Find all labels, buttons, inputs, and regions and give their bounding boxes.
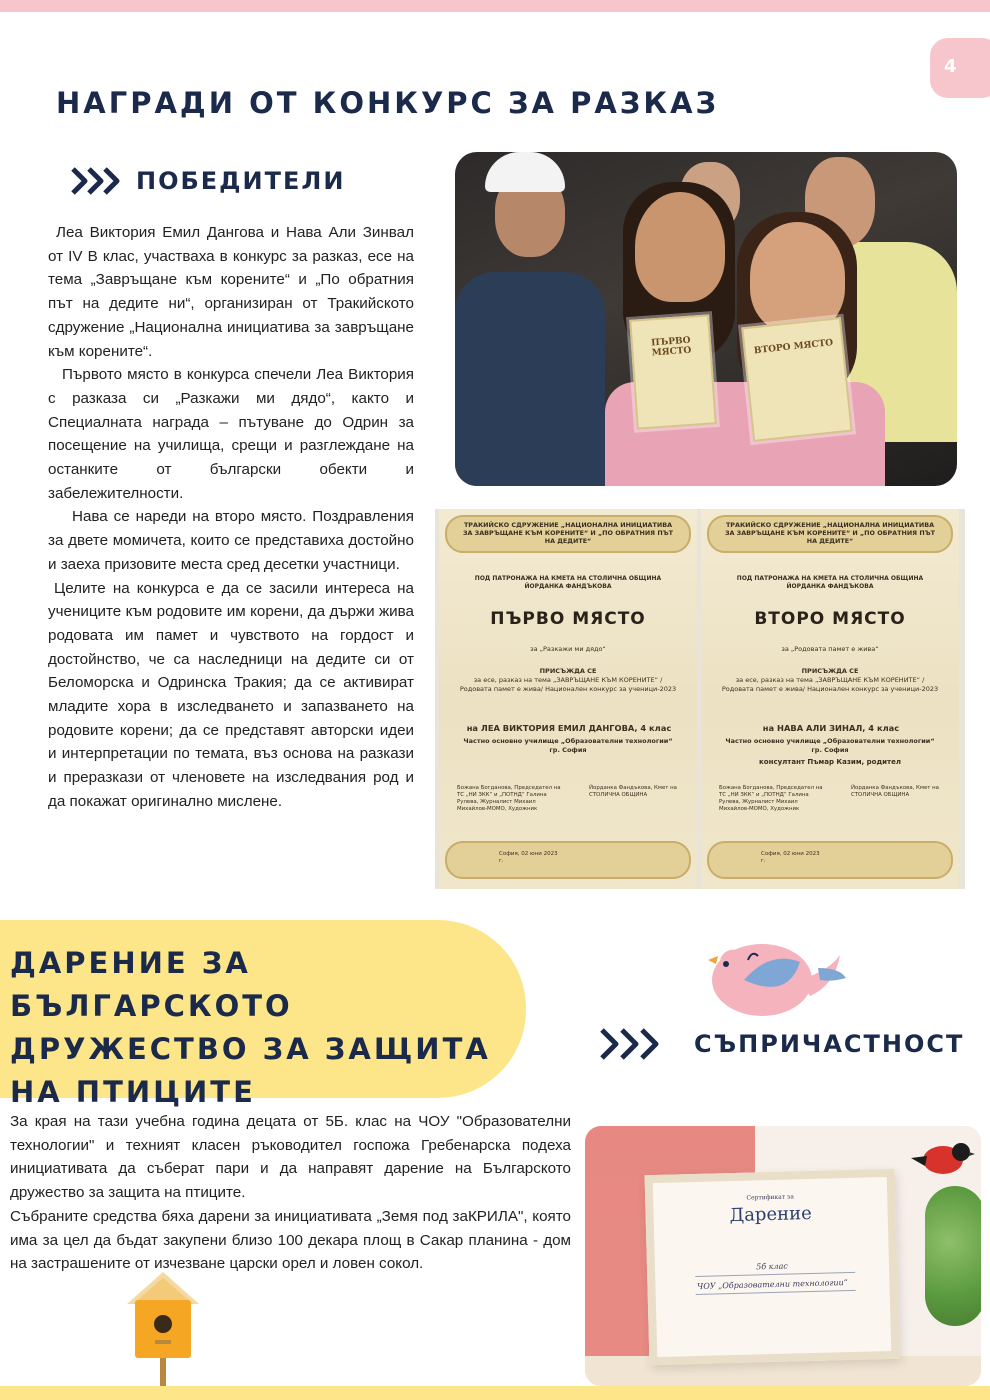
paragraph: Целите на конкурса е да се засили интереса на учениците към родовите им корени, да държи жива родовата им памет и чувството на гордост и достойнство, че са наследници на дедите си от Беломорска и Одринска Тракия; да се активират младите хора в изследването и запазването на родовите корени; да се представят авторски идеи и интерпретации по темата, въз основа на разкази и преразкази от членовете на изследвания род и да покажат оригинално мислене.	[48, 579, 414, 810]
page-number-badge	[930, 38, 990, 98]
scroll-decor	[445, 841, 691, 879]
paragraph: Първото място в конкурса спечели Леа Виктория с разказа си „Разкажи ми дядо“, както и Специалната награда – пътуване до Одрин за посещение на училища, срещи и разглеждане на останките от български обекти и забележителности.	[48, 366, 414, 502]
diploma-date: София, 02 юни 2023 г.	[761, 851, 820, 864]
section2-title: ДАРЕНИЕ ЗА БЪЛГАРСКОТО ДРУЖЕСТВО ЗА ЗАЩИТА НА ПТИЦИТЕ	[10, 946, 491, 1109]
diploma-place: ПЪРВО МЯСТО	[490, 609, 646, 629]
paragraph: Нава се нареди на второ място. Поздравления за двете момичета, които се представиха достойно и заеха призовите места сред десетки участници.	[48, 508, 414, 573]
scroll-decor	[707, 841, 953, 879]
section1-body	[48, 221, 414, 814]
subtitle-label: ПОБЕДИТЕЛИ	[136, 167, 346, 195]
diploma-signatures-left: Божана Богданова, Председател на ТС „НИ ЗКК“ и „ПОТНД“ Галина Рулева, Журналист Михаил Михайлов-МОМО, Художник	[719, 785, 823, 812]
bird-icon	[905, 1136, 975, 1182]
subtitle-label: СЪПРИЧАСТНОСТ	[694, 1030, 965, 1058]
diploma-patron: ПОД ПАТРОНАЖА НА КМЕТА НА СТОЛИЧНА ОБЩИНА ЙОРДАНКА ФАНДЪКОВА	[474, 575, 662, 590]
certificate-title: Дарение	[729, 1202, 812, 1227]
diploma-award-heading: ПРИСЪЖДА СЕ	[801, 667, 859, 675]
photo-award-winners	[455, 152, 957, 486]
chevrons-right-icon	[598, 1027, 662, 1061]
diploma-second-place	[701, 509, 959, 889]
diploma-date: София, 02 юни 2023 г.	[499, 851, 558, 864]
section2-subtitle	[598, 1026, 964, 1062]
diploma-award-heading: ПРИСЪЖДА СЕ	[539, 667, 597, 675]
paragraph: Събраните средства бяха дарени за инициативата „Земя под заКРИЛА", която има за цел да бъдат закупени близо 100 декара площ в Сакар планина - дом на застрашените от изчезване царски орел и ловен сокол.	[10, 1207, 571, 1273]
diploma-school: Частно основно училище „Образователни технологии“ гр. София	[725, 737, 935, 754]
diploma-patron: ПОД ПАТРОНАЖА НА КМЕТА НА СТОЛИЧНА ОБЩИНА ЙОРДАНКА ФАНДЪКОВА	[736, 575, 924, 590]
diploma-award-detail: за есе, разказ на тема „ЗАВРЪЩАНЕ КЪМ КОРЕНИТЕ“ /Родовата памет е жива/ Национален конкурс за ученици-2023	[721, 676, 939, 693]
diploma-award	[459, 667, 677, 694]
diploma-org: ТРАКИЙСКО СДРУЖЕНИЕ „НАЦИОНАЛНА ИНИЦИАТИВА ЗА ЗАВРЪЩАНЕ КЪМ КОРЕНИТЕ“ И „ПО ОБРАТНИЯ ПЪТ НА ДЕДИТЕ“	[462, 521, 674, 545]
section2-body	[10, 1110, 571, 1276]
diploma-place: ВТОРО МЯСТО	[754, 609, 906, 629]
photo-figure	[635, 192, 725, 302]
certificate-line	[696, 1290, 856, 1295]
chevrons-right-icon	[70, 166, 122, 196]
diploma-award-detail: за есе, разказ на тема „ЗАВРЪЩАНЕ КЪМ КОРЕНИТЕ“ /Родовата памет е жива/ Национален конкурс за ученици-2023	[459, 676, 677, 693]
photo-figure	[750, 222, 845, 332]
photo-figure	[455, 272, 605, 486]
section1-title: НАГРАДИ ОТ КОНКУРС ЗА РАЗКАЗ	[56, 86, 720, 120]
paragraph: За края на тази учебна година децата от 5Б. клас на ЧОУ "Образователни технологии" и техният класен ръководител госпожа Гребенарска подеха инициативата да съберат пари и да направят дарение на Българското дружество за защита на птиците.	[10, 1113, 571, 1202]
diploma-for: за „Родовата памет е жива“	[781, 645, 879, 653]
diploma-award	[721, 667, 939, 694]
certificate-school: ЧОУ „Образователни технологии“	[696, 1278, 848, 1291]
photo-donation-certificate	[585, 1126, 981, 1386]
certificate-line	[695, 1272, 855, 1277]
diploma-signatures-left: Божана Богданова, Председател на ТС „НИ ЗКК“ и „ПОТНД“ Галина Рулева, Журналист Михаил Михайлов-МОМО, Художник	[457, 785, 561, 812]
page-number: 4	[944, 56, 957, 77]
certificate-class: 5б клас	[756, 1261, 788, 1272]
diploma-org: ТРАКИЙСКО СДРУЖЕНИЕ „НАЦИОНАЛНА ИНИЦИАТИВА ЗА ЗАВРЪЩАНЕ КЪМ КОРЕНИТЕ“ И „ПО ОБРАТНИЯ ПЪТ НА ДЕДИТЕ“	[724, 521, 936, 545]
birdhouse-icon	[125, 1270, 201, 1386]
diploma-school: Частно основно училище „Образователни технологии“ гр. София	[463, 737, 673, 754]
diploma-name: на ЛЕА ВИКТОРИЯ ЕМИЛ ДАНГОВА, 4 клас	[466, 723, 672, 733]
photo-diplomas	[435, 509, 965, 889]
diploma-for: за „Разкажи ми дядо“	[530, 645, 606, 653]
top-decor-bar	[0, 0, 990, 12]
bird-icon	[700, 930, 850, 1020]
diploma-first-place	[439, 509, 697, 889]
donation-certificate	[645, 1169, 900, 1365]
photo-plant	[925, 1186, 981, 1326]
diploma-name: на НАВА АЛИ ЗИНАЛ, 4 клас	[762, 723, 900, 733]
photo-certificate-second: ВТОРО МЯСТО	[741, 317, 852, 442]
certificate-label: Сертификат за	[746, 1193, 794, 1202]
diploma-signatures-right: Йорданка Фандъкова, Кмет на СТОЛИЧНА ОБЩИНА	[589, 785, 677, 798]
diploma-consultant: консултант Пъмар Казим, родител	[759, 758, 901, 766]
bottom-decor-bar	[0, 1386, 990, 1400]
paragraph: Леа Виктория Емил Дангова и Нава Али Зинвал от IV В клас, участваха в конкурс за разказ, есе на тема „Завръщане към корените“ и „По обратния път на дедите ни“, организиран от Тракийското сдружение „Национална инициатива за завръщане към корените“.	[48, 224, 414, 360]
photo-figure	[485, 152, 565, 192]
section1-subtitle	[70, 164, 345, 198]
photo-certificate-first: ПЪРВО МЯСТО	[629, 314, 716, 429]
diploma-signatures-right: Йорданка Фандъкова, Кмет на СТОЛИЧНА ОБЩИНА	[851, 785, 939, 798]
